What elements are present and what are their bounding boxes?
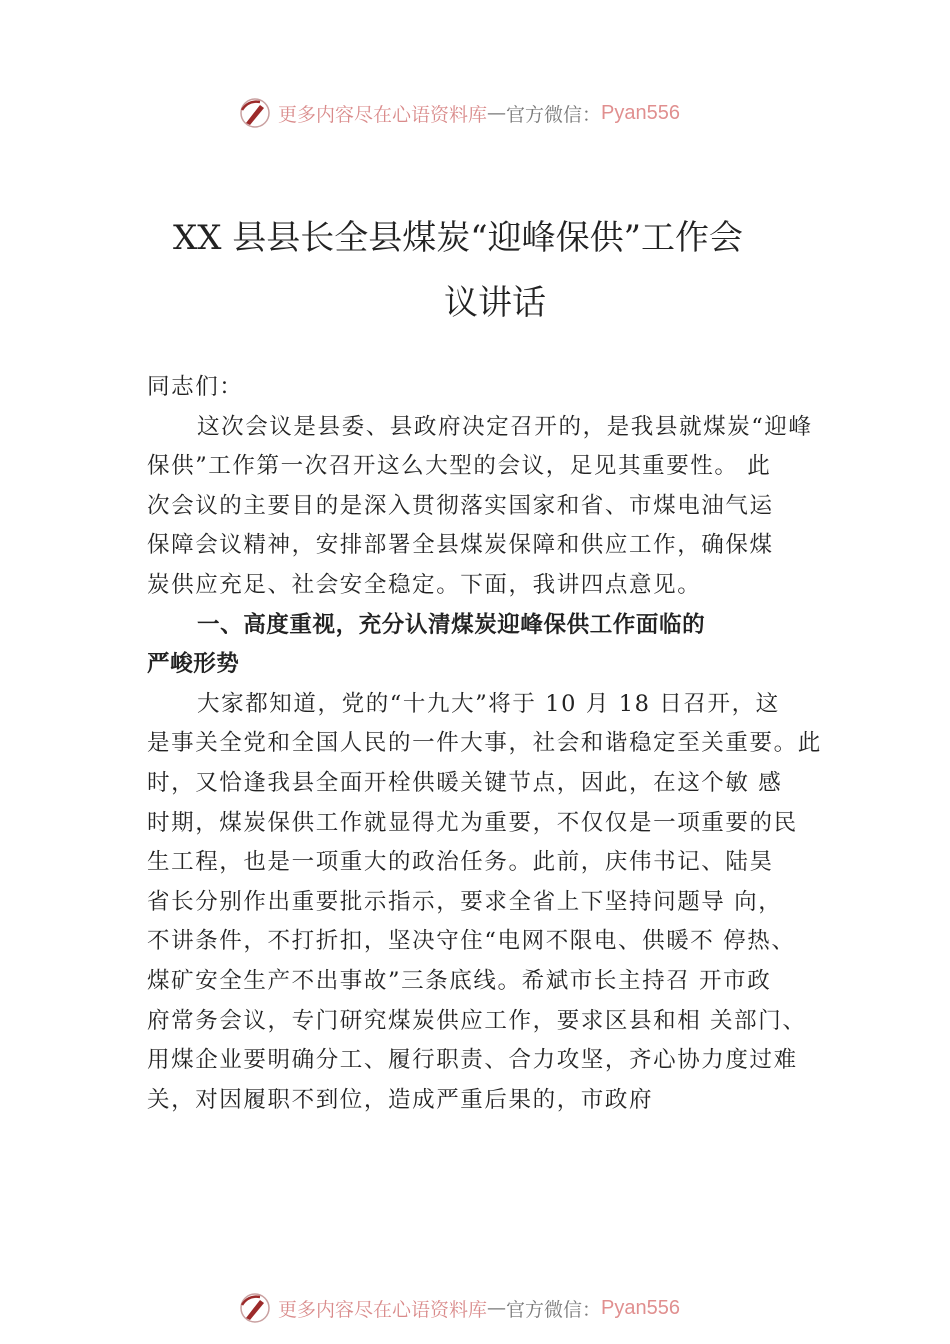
pen-logo-icon xyxy=(238,96,272,130)
paragraph-line: 省长分别作出重要批示指示，要求全省上下坚持问题导 向， xyxy=(147,888,783,915)
dash: — xyxy=(487,1297,507,1319)
footer-watermark xyxy=(238,1290,680,1326)
brand-text: 更多内容尽在心语资料库 xyxy=(278,103,488,126)
paragraph-line: 保障会议精神，安排部署全县煤炭保障和供应工作，确保煤 xyxy=(147,532,774,559)
wechat-id: Pyan556 xyxy=(601,1296,680,1319)
paragraph-line: 同志们： xyxy=(147,374,244,400)
wechat-label: 官方微信： xyxy=(506,1298,602,1321)
paragraph-line: 煤矿安全生产不出事故”三条底线。希斌市长主持召 开市政 xyxy=(147,967,772,994)
paragraph-line: 大家都知道，党的“十九大”将于 10 月 18 日召开，这 xyxy=(197,690,780,717)
document-title-line-1: XX 县县长全县煤炭“迎峰保供”工作会 xyxy=(173,218,743,258)
section-heading-line: 严峻形势 xyxy=(147,651,240,678)
paragraph-line: 用煤企业要明确分工、履行职责、合力攻坚，齐心协力度过难 xyxy=(147,1047,798,1074)
document-title-line-2: 议讲话 xyxy=(444,283,546,323)
paragraph-line: 是事关全党和全国人民的一件大事，社会和谐稳定至关重要。此 xyxy=(147,730,822,757)
dash: — xyxy=(487,102,507,124)
pen-logo-icon xyxy=(238,1291,272,1325)
paragraph-line: 次会议的主要目的是深入贯彻落实国家和省、市煤电油气运 xyxy=(147,492,774,519)
paragraph-line: 时，又恰逢我县全面开栓供暖关键节点，因此，在这个敏 感 xyxy=(147,769,783,796)
paragraph-line: 这次会议是县委、县政府决定召开的，是我县就煤炭“迎峰 xyxy=(197,413,813,440)
section-heading-line: 一、高度重视，充分认清煤炭迎峰保供工作面临的 xyxy=(197,611,706,638)
document-body xyxy=(147,368,837,1120)
paragraph-line: 不讲条件，不打折扣，坚决守住“电网不限电、供暖不 停热、 xyxy=(147,928,796,955)
paragraph-line: 府常务会议，专门研究煤炭供应工作，要求区县和相 关部门、 xyxy=(147,1007,807,1034)
paragraph-line: 生工程，也是一项重大的政治任务。此前，庆伟书记、陆昊 xyxy=(147,849,774,876)
wechat-id: Pyan556 xyxy=(601,101,680,124)
paragraph-line: 炭供应充足、社会安全稳定。下面，我讲四点意见。 xyxy=(147,571,702,598)
paragraph-line: 关，对因履职不到位，造成严重后果的，市政府 xyxy=(147,1086,654,1113)
wechat-label: 官方微信： xyxy=(506,103,602,126)
brand-text: 更多内容尽在心语资料库 xyxy=(278,1298,488,1321)
header-watermark xyxy=(238,95,680,131)
paragraph-line: 保供”工作第一次召开这么大型的会议，足见其重要性。 此 xyxy=(147,453,772,480)
paragraph-line: 时期，煤炭保供工作就显得尤为重要，不仅仅是一项重要的民 xyxy=(147,809,798,836)
